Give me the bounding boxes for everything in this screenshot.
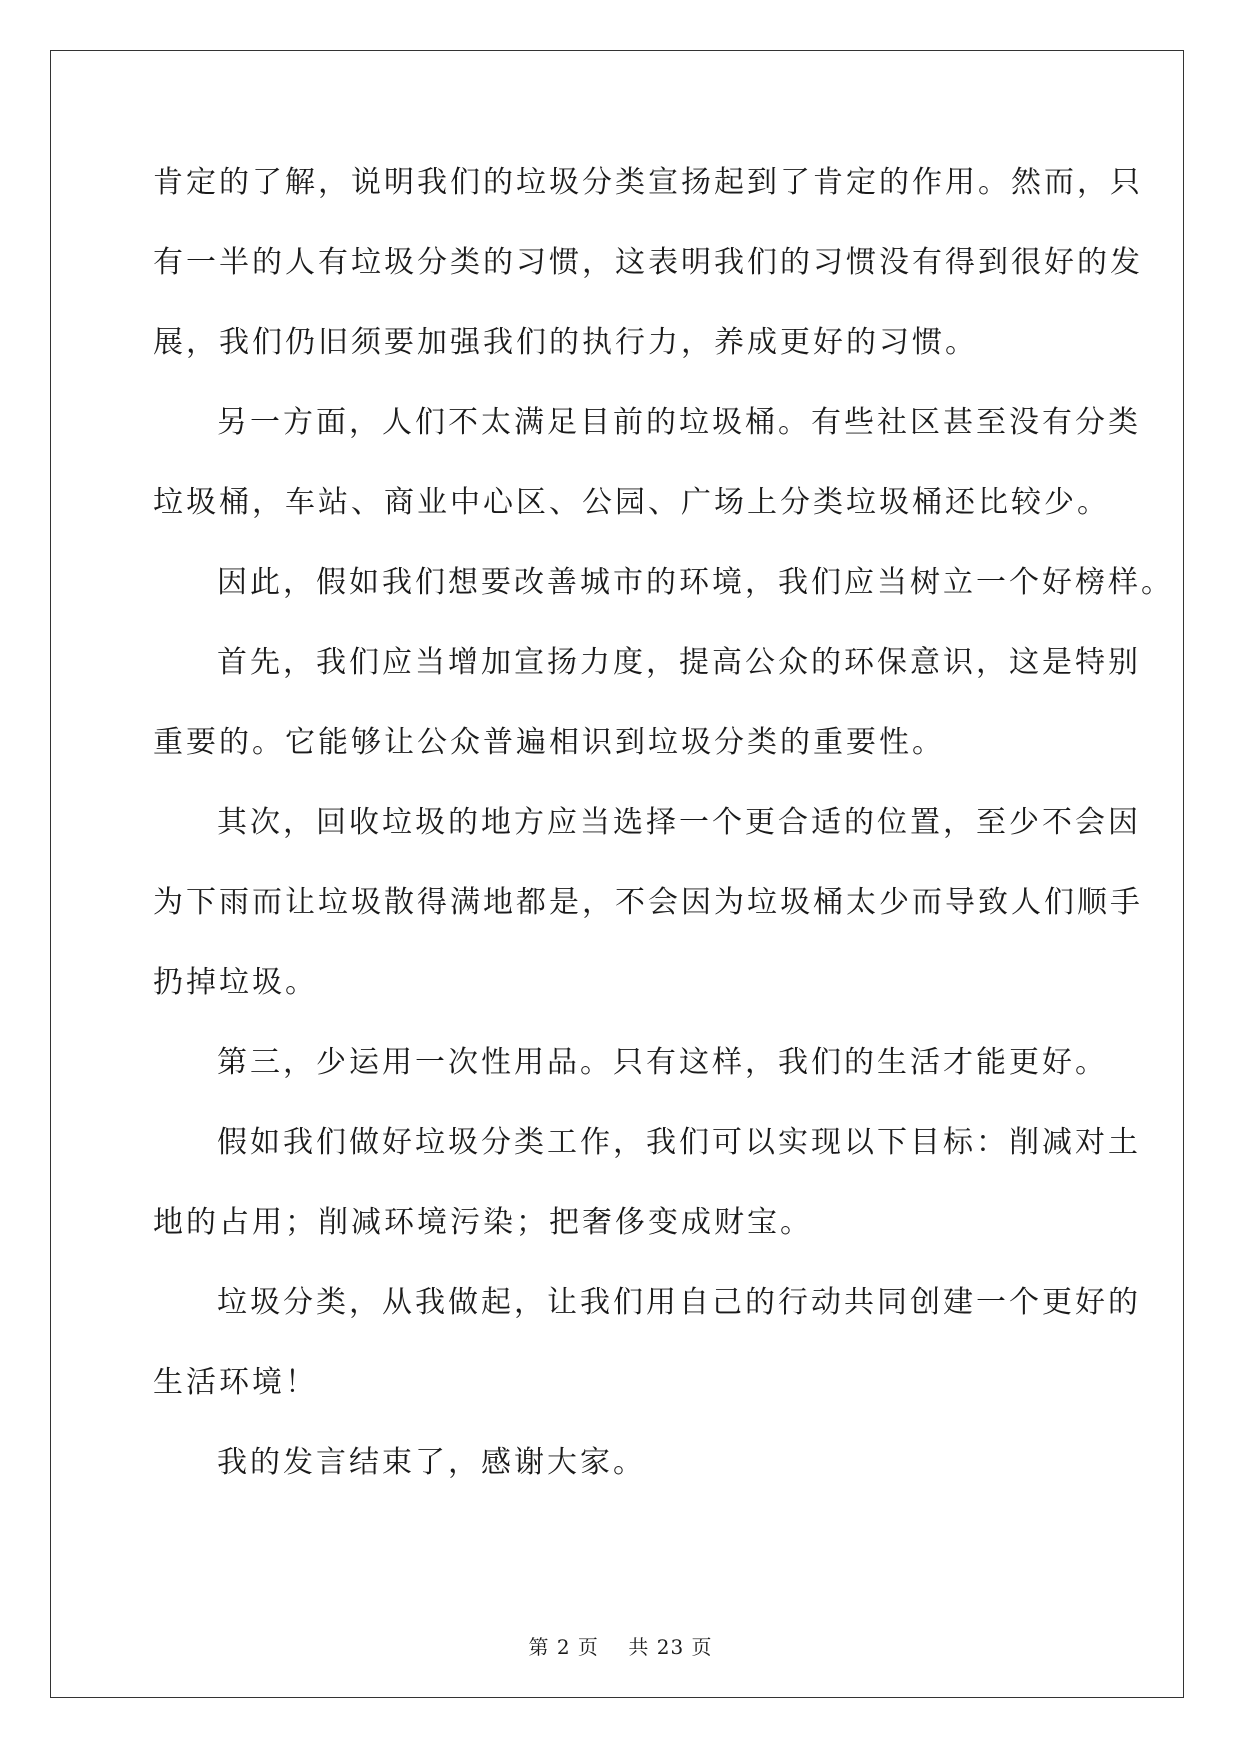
text-line: 有一半的人有垃圾分类的习惯，这表明我们的习惯没有得到很好的发 [153, 245, 1143, 280]
text-line: 为下雨而让垃圾散得满地都是，不会因为垃圾桶太少而导致人们顺手 [153, 885, 1143, 920]
text-line: 垃圾分类，从我做起，让我们用自己的行动共同创建一个更好的 [217, 1285, 1141, 1320]
text-line: 其次，回收垃圾的地方应当选择一个更合适的位置，至少不会因 [217, 805, 1141, 840]
text-line: 假如我们做好垃圾分类工作，我们可以实现以下目标：削减对土 [217, 1125, 1141, 1160]
text-line: 生活环境！ [153, 1365, 318, 1400]
text-line: 首先，我们应当增加宣扬力度，提高公众的环保意识，这是特别 [217, 645, 1141, 680]
text-line: 垃圾桶，车站、商业中心区、公园、广场上分类垃圾桶还比较少。 [153, 485, 1110, 520]
text-line: 我的发言结束了，感谢大家。 [217, 1445, 646, 1480]
document-body [153, 162, 1174, 1522]
text-line: 展，我们仍旧须要加强我们的执行力，养成更好的习惯。 [153, 325, 978, 360]
text-line: 重要的。它能够让公众普遍相识到垃圾分类的重要性。 [153, 725, 945, 760]
text-line: 肯定的了解，说明我们的垃圾分类宣扬起到了肯定的作用。然而，只 [153, 165, 1143, 200]
text-line: 另一方面，人们不太满足目前的垃圾桶。有些社区甚至没有分类 [217, 405, 1141, 440]
text-line: 第三，少运用一次性用品。只有这样，我们的生活才能更好。 [217, 1045, 1108, 1080]
page-total: 共 23 页 [628, 1635, 713, 1659]
page-footer [0, 1631, 1241, 1660]
page-number: 第 2 页 [528, 1635, 599, 1659]
text-line: 地的占用；削减环境污染；把奢侈变成财宝。 [153, 1205, 813, 1240]
text-line: 扔掉垃圾。 [153, 965, 318, 1000]
text-line: 因此，假如我们想要改善城市的环境，我们应当树立一个好榜样。 [217, 565, 1174, 600]
